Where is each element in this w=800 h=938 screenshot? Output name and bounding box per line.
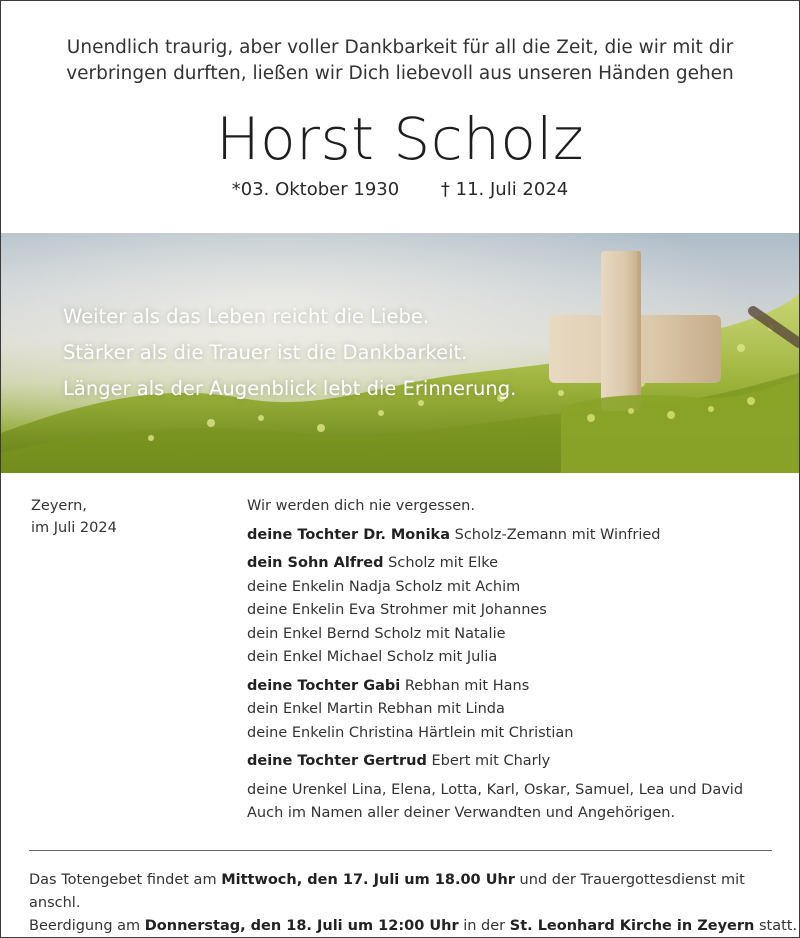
family-line bbox=[247, 524, 743, 548]
family-relation-rest: Ebert mit Charly bbox=[426, 753, 551, 769]
quote-line-2: Stärker als die Trauer ist die Dankbarkeit. bbox=[63, 341, 468, 364]
family-relation-bold: deine Tochter Dr. Monika bbox=[247, 526, 450, 543]
funeral-text: Das Totengebet findet am bbox=[29, 872, 222, 888]
intro-text bbox=[1, 35, 799, 87]
funeral-info-line-2 bbox=[29, 915, 799, 938]
family-line: dein Enkel Michael Scholz mit Julia bbox=[247, 649, 498, 665]
family-line: Auch im Namen aller deiner Verwandten und Angehörigen. bbox=[247, 805, 676, 821]
family-opening: Wir werden dich nie vergessen. bbox=[247, 498, 475, 514]
life-dates bbox=[1, 179, 799, 200]
family-group-4 bbox=[247, 750, 743, 774]
family-relation-rest: Rebhan mit Hans bbox=[400, 677, 530, 694]
funeral-text: und der Trauergottesdienst mit anschl. bbox=[29, 872, 745, 911]
intro-line-2: verbringen durften, ließen wir Dich liebevoll aus unseren Händen gehen bbox=[66, 63, 734, 84]
funeral-text: Beerdigung am bbox=[29, 918, 145, 934]
place-date: im Juli 2024 bbox=[31, 520, 117, 536]
family-relation-bold: deine Tochter Gertrud bbox=[247, 753, 427, 769]
family-line: deine Enkelin Christina Härtlein mit Christian bbox=[247, 724, 574, 741]
family-line: dein Enkel Martin Rebhan mit Linda bbox=[247, 701, 505, 717]
family-line bbox=[247, 675, 743, 699]
divider-line bbox=[29, 850, 772, 851]
family-group-5 bbox=[247, 779, 743, 826]
intro-line-1: Unendlich traurig, aber voller Dankbarkeit für all die Zeit, die wir mit dir bbox=[66, 37, 734, 58]
family-group-2 bbox=[247, 552, 743, 670]
birth-date: *03. Oktober 1930 bbox=[231, 179, 400, 200]
family-line bbox=[247, 750, 743, 774]
cross-moss-photo bbox=[1, 233, 799, 473]
family-line: deine Urenkel Lina, Elena, Lotta, Karl, Oskar, Samuel, Lea und David bbox=[247, 781, 744, 798]
place-city: Zeyern, bbox=[31, 498, 87, 514]
funeral-text: in der bbox=[458, 918, 510, 934]
family-relation-rest: Scholz-Zemann mit Winfried bbox=[450, 526, 661, 543]
family-line: dein Enkel Bernd Scholz mit Natalie bbox=[247, 625, 506, 642]
family-line: deine Enkelin Nadja Scholz mit Achim bbox=[247, 578, 521, 595]
quote-line-1: Weiter als das Leben reicht die Liebe. bbox=[63, 305, 430, 328]
family-line bbox=[247, 552, 743, 576]
prayer-date-time: Mittwoch, den 17. Juli um 18.00 Uhr bbox=[221, 872, 515, 888]
quote-line-3: Länger als der Augenblick lebt die Erinnerung. bbox=[63, 377, 517, 400]
mourners-list bbox=[247, 495, 743, 831]
church-location: St. Leonhard Kirche in Zeyern bbox=[509, 918, 755, 934]
funeral-info bbox=[29, 869, 799, 938]
deceased-name: Horst Scholz bbox=[216, 105, 584, 173]
family-relation-bold: dein Sohn Alfred bbox=[247, 555, 384, 571]
funeral-info-line-1 bbox=[29, 869, 799, 915]
family-line: deine Enkelin Eva Strohmer mit Johannes bbox=[247, 602, 547, 618]
family-group-3 bbox=[247, 675, 743, 746]
family-relation-rest: Scholz mit Elke bbox=[383, 555, 499, 571]
place-and-date bbox=[31, 495, 117, 539]
image-quote bbox=[63, 299, 516, 407]
family-group-1 bbox=[247, 524, 743, 548]
family-relation-bold: deine Tochter Gabi bbox=[247, 677, 401, 694]
death-date: † 11. Juli 2024 bbox=[440, 179, 569, 200]
funeral-text: statt. bbox=[754, 918, 798, 934]
burial-date-time: Donnerstag, den 18. Juli um 12:00 Uhr bbox=[144, 918, 459, 934]
